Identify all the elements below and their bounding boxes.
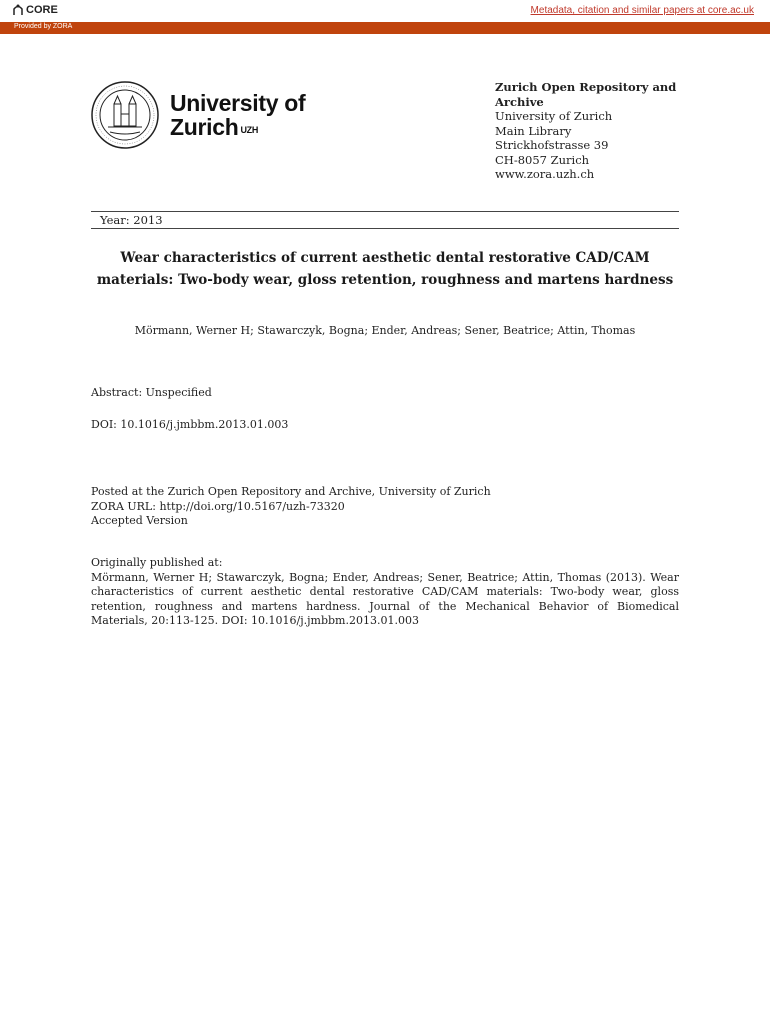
university-logo — [90, 80, 305, 150]
core-logo[interactable] — [12, 3, 58, 17]
provider-bar — [0, 22, 770, 34]
repository-title-line2: Archive — [495, 94, 544, 109]
core-logo-text: CORE — [26, 4, 58, 16]
university-wordmark — [170, 91, 305, 139]
wordmark-line2: Zurich — [170, 114, 239, 140]
doi: DOI: 10.1016/j.jmbbm.2013.01.003 — [91, 418, 289, 431]
divider-top — [91, 211, 679, 212]
core-icon — [12, 3, 24, 17]
posted-line: Posted at the Zurich Open Repository and Archive, University of Zurich — [91, 485, 491, 498]
original-publication — [91, 556, 679, 629]
divider-bottom — [91, 228, 679, 229]
zora-url: ZORA URL: http://doi.org/10.5167/uzh-73320 — [91, 499, 345, 513]
address-line: CH-8057 Zurich — [495, 152, 590, 167]
core-metadata-link[interactable]: Metadata, citation and similar papers at core.ac.uk — [530, 5, 754, 16]
paper-title — [91, 247, 679, 291]
address-line: University of Zurich — [495, 109, 613, 123]
core-header — [0, 0, 770, 22]
abstract: Abstract: Unspecified — [91, 386, 212, 399]
provided-by-text: Provided by ZORA — [14, 23, 73, 30]
year-label: Year: 2013 — [100, 213, 163, 227]
address-line: Main Library — [495, 123, 572, 138]
paper-authors: Mörmann, Werner H; Stawarczyk, Bogna; Ender, Andreas; Sener, Beatrice; Attin, Thomas — [134, 324, 636, 337]
paper-title-line2: materials: Two-body wear, gloss retention, roughness and martens hardness — [96, 272, 674, 288]
original-heading: Originally published at: — [91, 556, 223, 569]
repository-title-line1: Zurich Open Repository and — [495, 80, 677, 94]
paper-title-line1: Wear characteristics of current aesthetic dental restorative CAD/CAM — [120, 250, 650, 266]
original-citation: Mörmann, Werner H; Stawarczyk, Bogna; Ender, Andreas; Sener, Beatrice; Attin, Thomas (2013). Wear characteristics of current aesthetic dental restorative CAD/CAM materials: Two-body wear, gloss retention, roughness and martens hardness. Journal of the Mechanical Behavior of Biomedical Materials, 20:113-125. DOI: 10.1016/j.jmbbm.2013.01.003 — [91, 570, 679, 627]
repository-address — [495, 80, 676, 182]
version-label: Accepted Version — [91, 514, 188, 527]
wordmark-sup: UZH — [240, 125, 259, 135]
posted-info — [91, 485, 679, 529]
address-line: www.zora.uzh.ch — [495, 167, 595, 181]
address-line: Strickhofstrasse 39 — [495, 138, 609, 152]
wordmark-line1: University of — [170, 90, 306, 116]
university-seal-icon — [90, 80, 160, 150]
